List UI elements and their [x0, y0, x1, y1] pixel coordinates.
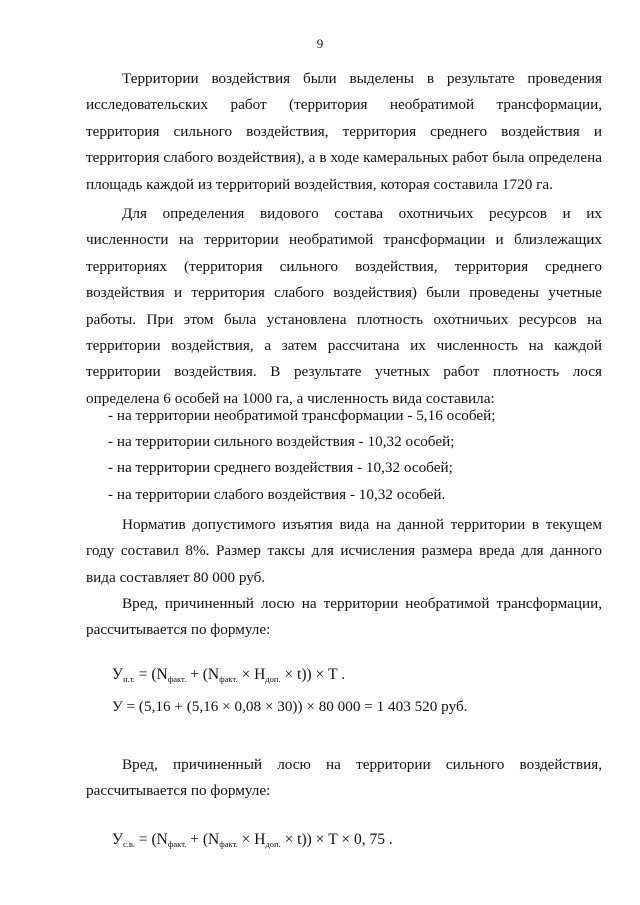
formula-part: × t)) × T × 0, 75 .	[280, 831, 393, 848]
page-number: 9	[316, 36, 324, 51]
paragraph-text: Территории воздействия были выделены в результате проведения исследовательских работ (территория необратимой трансформации, территория сильного воздействия, территория среднего воздействия и территория слабого воздействия), а в ходе камеральных работ была определена площадь каждой из территорий воздействия, которая составила 1720 га.	[86, 70, 602, 193]
formula-subscript: факт.	[167, 674, 187, 684]
formula-part: = (N	[135, 831, 168, 848]
formula-part: × H	[237, 831, 266, 848]
formula-part: = (N	[134, 666, 168, 683]
paragraph-damage-strong	[86, 752, 602, 805]
formula-part: + (N	[186, 666, 220, 683]
formula-subscript: с.в.	[122, 839, 136, 849]
paragraph-damage-irreversible	[86, 591, 602, 644]
list-item: - на территории сильного воздействия - 10,32 особей;	[108, 433, 455, 451]
paragraph-survey-works	[86, 201, 602, 412]
paragraph-text: Норматив допустимого изъятия вида на данной территории в текущем году составил 8%. Размер таксы для исчисления размера вреда для данного вида составляет 80 000 руб.	[86, 516, 602, 586]
formula-lhs: У	[112, 666, 123, 683]
paragraph-text: Для определения видового состава охотничьих ресурсов и их численности на территории необратимой трансформации и близлежащих территориях (территория сильного воздействия, территория среднего воздействия и территория слабого воздействия) были проведены учетные работы. При этом была установлена плотность охотничьих ресурсов на территории воздействия, а затем рассчитана их численность на каждой территории воздействия. В результате учетных работ плотность лося определена 6 особей на 1000 га, а численность вида составила:	[86, 205, 602, 407]
population-list	[108, 403, 588, 508]
paragraph-text: Вред, причиненный лосю на территории необратимой трансформации, рассчитывается по формуле:	[86, 595, 602, 639]
formula-strong	[112, 831, 393, 849]
formula-irreversible	[112, 666, 345, 684]
formula-subscript: факт.	[219, 674, 238, 684]
list-item: - на территории слабого воздействия - 10,32 особей.	[108, 485, 446, 503]
list-item: - на территории необратимой трансформации - 5,16 особей;	[108, 407, 496, 424]
formula-part: + (N	[186, 831, 220, 848]
formula-subscript: н.т.	[122, 674, 135, 684]
formula-subscript: доп.	[265, 674, 281, 684]
paragraph-impact-territories	[86, 66, 602, 198]
formula-subscript: доп.	[265, 839, 281, 849]
list-item: - на территории среднего воздействия - 10,32 особей;	[108, 459, 453, 477]
paragraph-text: Вред, причиненный лосю на территории сильного воздействия, рассчитывается по формуле:	[86, 756, 602, 800]
formula-subscript: факт.	[167, 839, 187, 849]
formula-part: × H	[237, 666, 266, 683]
formula-part: × t)) × T .	[280, 666, 346, 683]
paragraph-harvest-norm	[86, 512, 602, 591]
calculation-irreversible: У = (5,16 + (5,16 × 0,08 × 30)) × 80 000 = 1 403 520 руб.	[112, 698, 468, 715]
formula-subscript: факт.	[219, 839, 238, 849]
formula-lhs: У	[112, 831, 123, 848]
